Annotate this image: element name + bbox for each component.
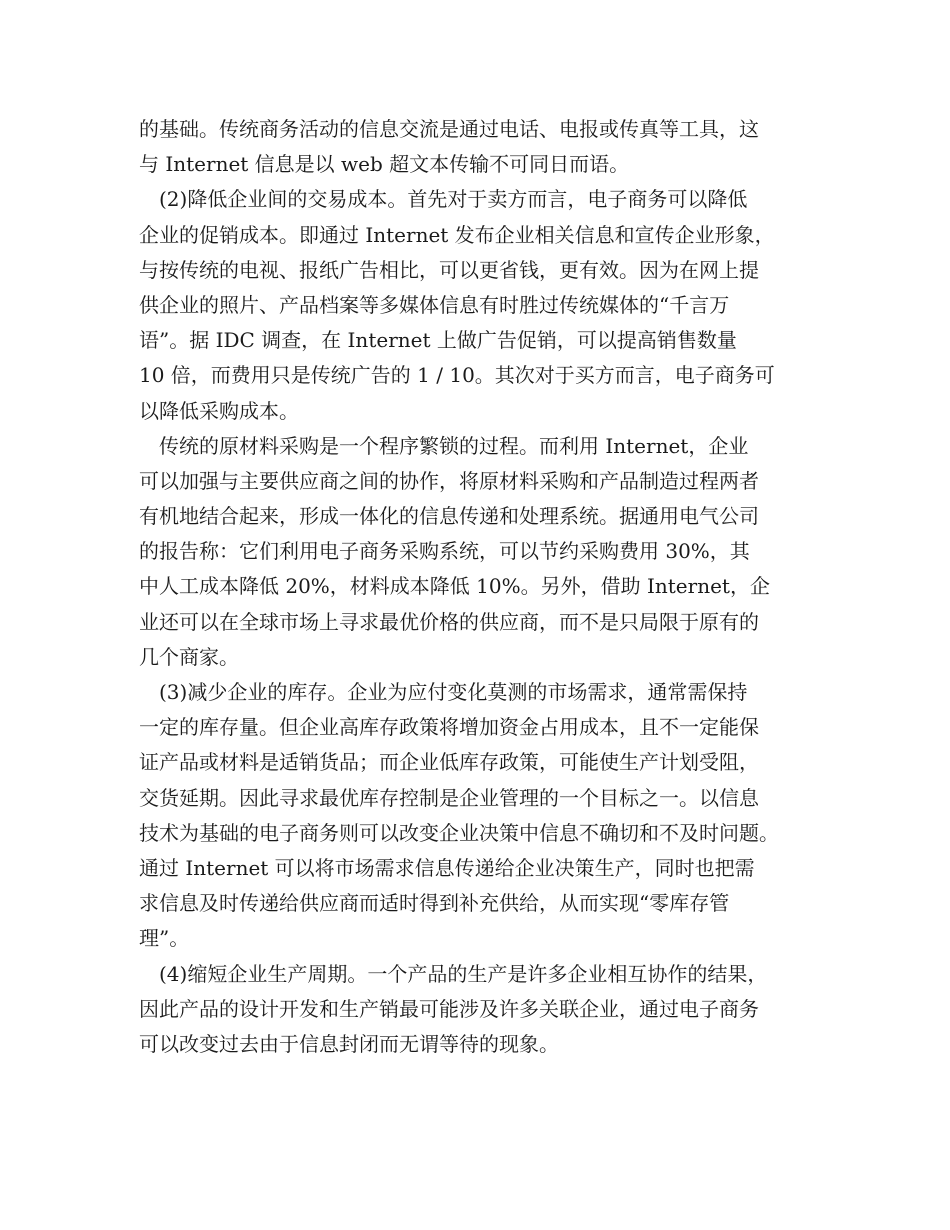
text-line: 有机地结合起来，形成一体化的信息传递和处理系统。据通用电气公司 xyxy=(139,504,759,529)
text-line: 一定的库存量。但企业高库存政策将增加资金占用成本，且不一定能保 xyxy=(139,715,759,740)
text-line: 几个商家。 xyxy=(139,644,239,669)
text-line: (3)减少企业的库存。企业为应付变化莫测的市场需求，通常需保持 xyxy=(139,680,748,704)
text-line: 可以加强与主要供应商之间的协作，将原材料采购和产品制造过程两者 xyxy=(139,468,759,493)
text-line: 与 Internet 信息是以 web 超文本传输不可同日而语。 xyxy=(139,152,630,177)
text-line: 可以改变过去由于信息封闭而无谓等待的现象。 xyxy=(139,1031,559,1056)
text-line: 的报告称：它们利用电子商务采购系统，可以节约采购费用 30%，其 xyxy=(139,539,750,564)
text-line: 供企业的照片、产品档案等多媒体信息有时胜过传统媒体的“千言万 xyxy=(139,292,730,317)
text-line: 企业的促销成本。即通过 Internet 发布企业相关信息和宣传企业形象， xyxy=(139,222,775,247)
text-line: 业还可以在全球市场上寻求最优价格的供应商，而不是只局限于原有的 xyxy=(139,609,759,634)
text-line: 10 倍，而费用只是传统广告的 1 / 10。其次对于买方而言，电子商务可 xyxy=(139,363,775,388)
text-line: 理”。 xyxy=(139,926,190,951)
text-line: 的基础。传统商务活动的信息交流是通过电话、电报或传真等工具，这 xyxy=(139,117,759,141)
text-line: 证产品或材料是适销货品；而企业低库存政策，可能使生产计划受阻， xyxy=(139,750,759,775)
text-line: 以降低采购成本。 xyxy=(139,398,299,423)
text-line: 与按传统的电视、报纸广告相比，可以更省钱，更有效。因为在网上提 xyxy=(139,257,759,282)
text-line: 传统的原材料采购是一个程序繁锁的过程。而利用 Internet，企业 xyxy=(139,433,749,458)
text-line: 中人工成本降低 20%，材料成本降低 10%。另外，借助 Internet，企 xyxy=(139,574,770,599)
text-line: 求信息及时传递给供应商而适时得到补充供给，从而实现“零库存管 xyxy=(139,891,730,916)
body-text xyxy=(139,112,839,1062)
text-line: 通过 Internet 可以将市场需求信息传递给企业决策生产，同时也把需 xyxy=(139,855,755,880)
text-line: 技术为基础的电子商务则可以改变企业决策中信息不确切和不及时问题。 xyxy=(139,820,779,845)
text-line: 语”。据 IDC 调查，在 Internet 上做广告促销，可以提高销售数量 xyxy=(139,328,737,353)
text-line: 交货延期。因此寻求最优库存控制是企业管理的一个目标之一。以信息 xyxy=(139,785,759,810)
text-line: (2)降低企业间的交易成本。首先对于卖方而言，电子商务可以降低 xyxy=(139,187,748,212)
text-line: (4)缩短企业生产周期。一个产品的生产是许多企业相互协作的结果， xyxy=(139,961,768,986)
text-line: 因此产品的设计开发和生产销最可能涉及许多关联企业，通过电子商务 xyxy=(139,996,759,1021)
